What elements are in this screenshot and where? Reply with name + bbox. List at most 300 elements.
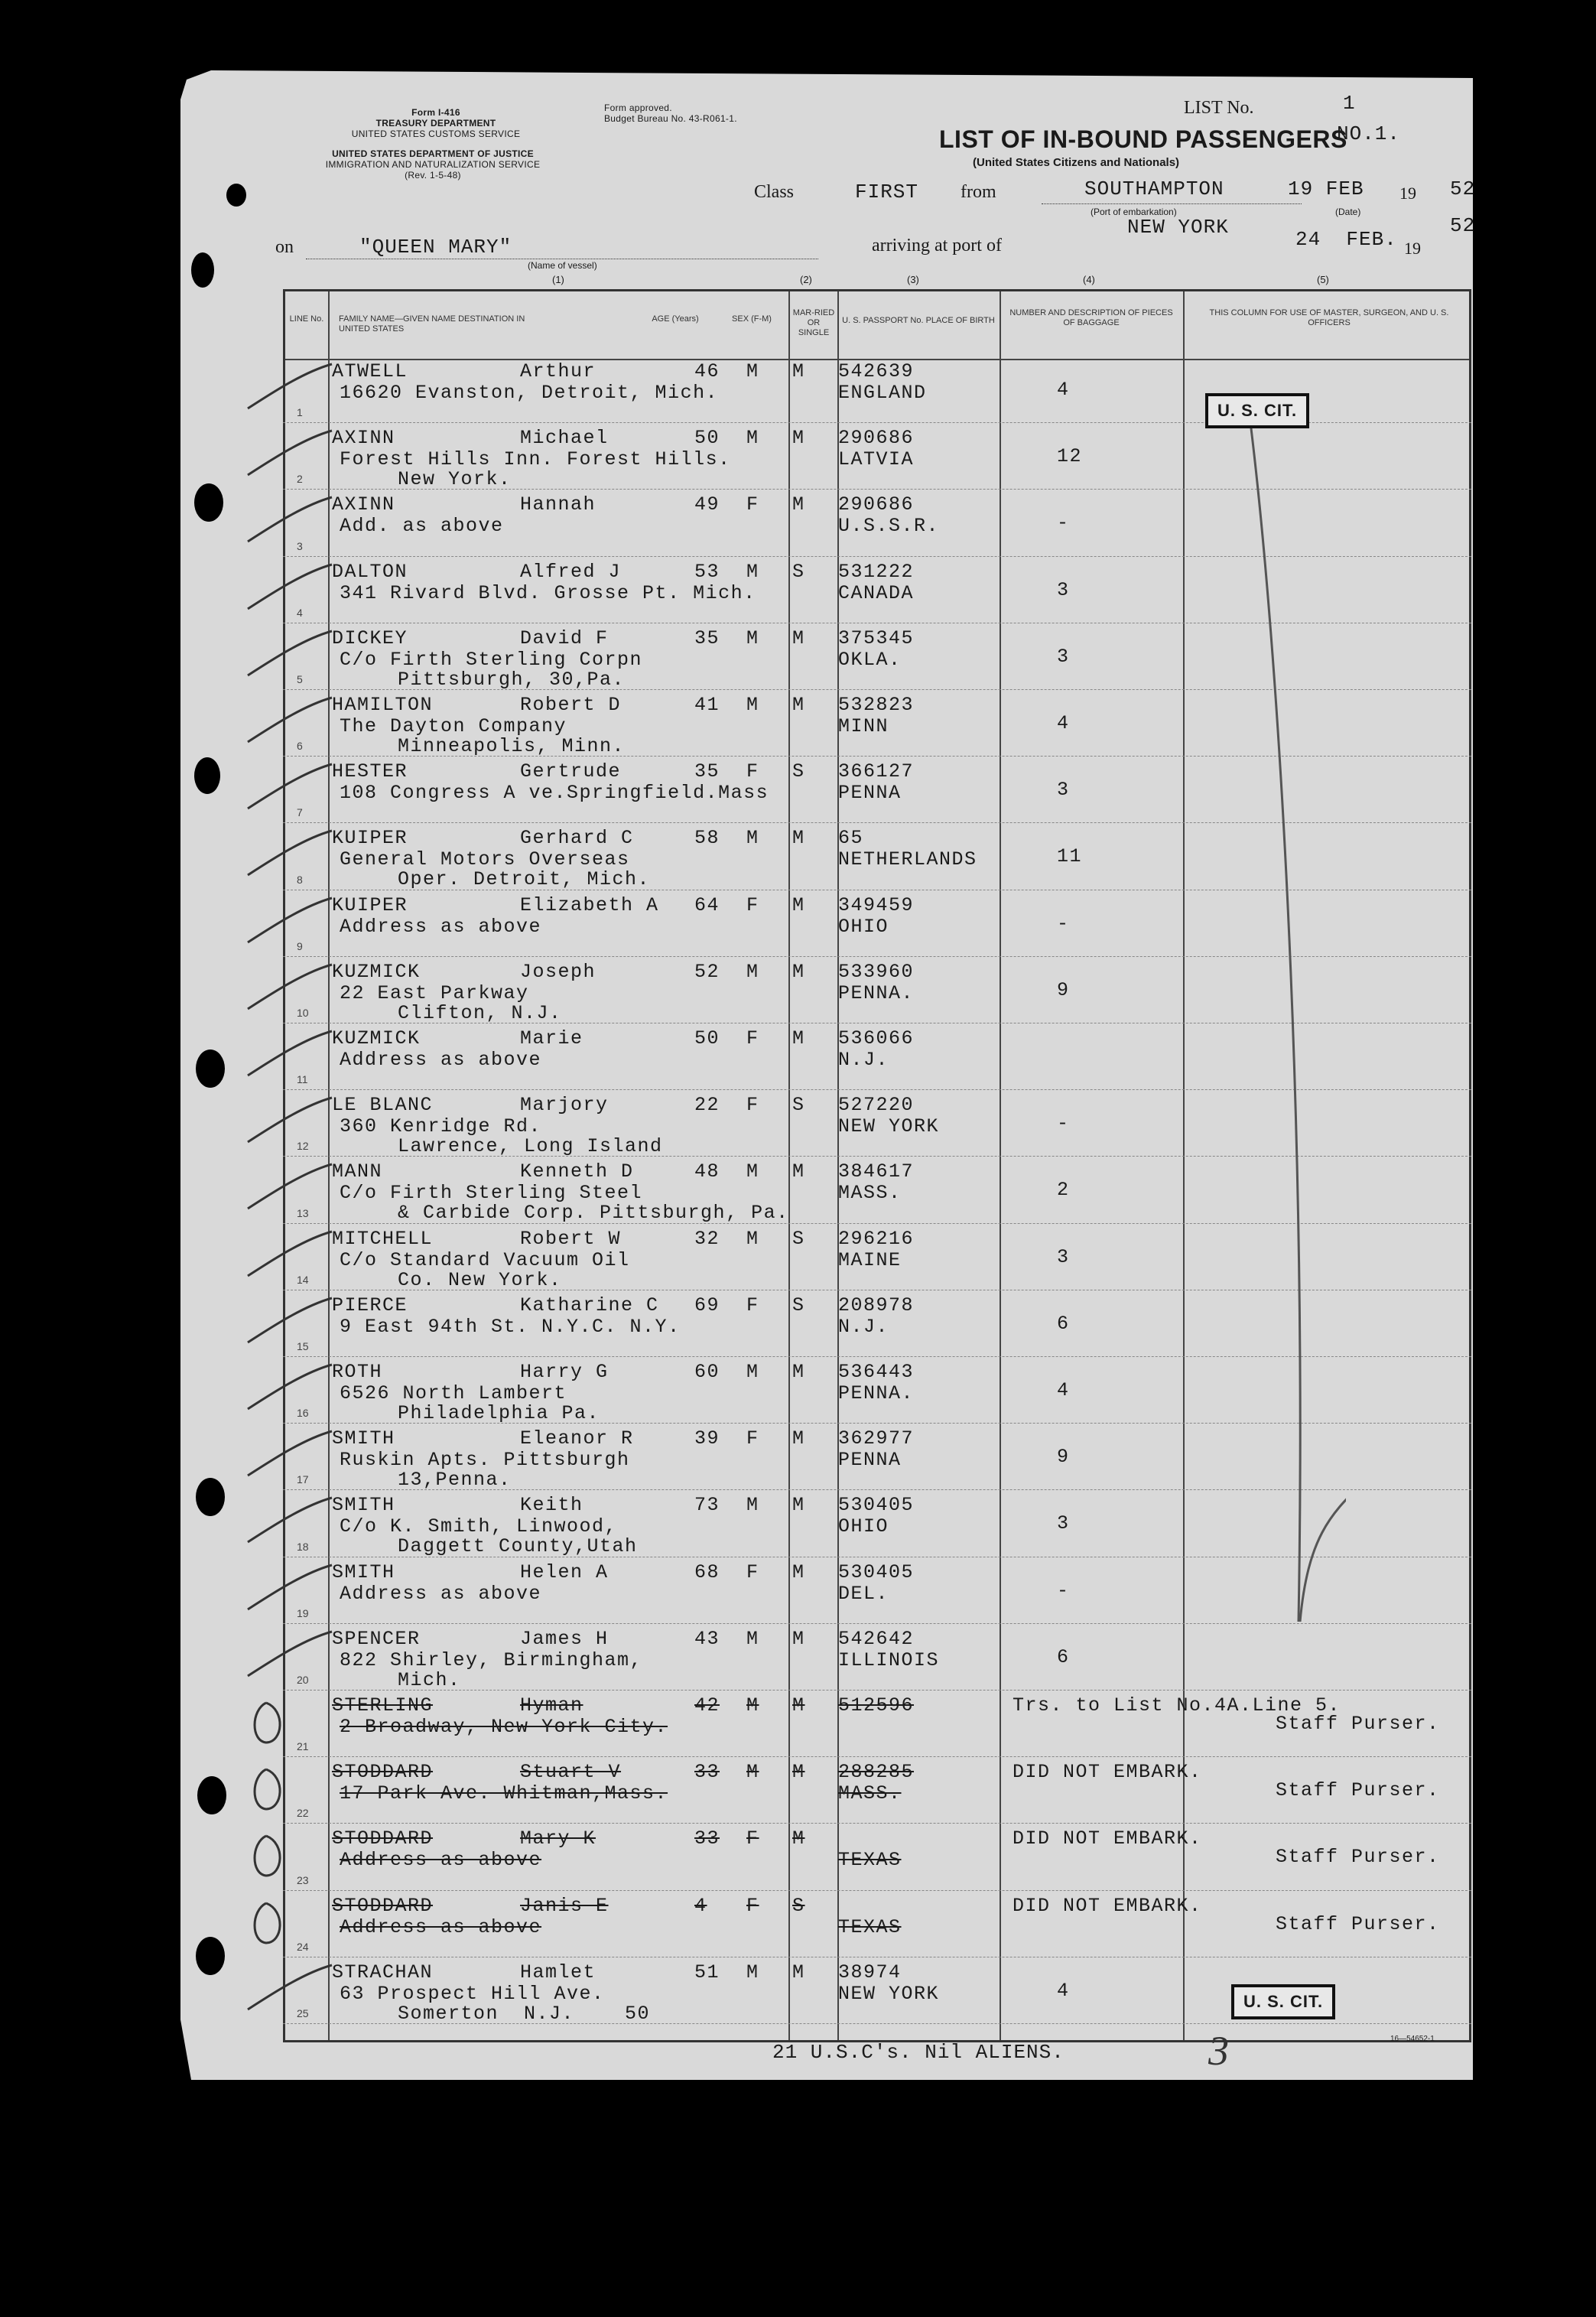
address-line-1: 22 East Parkway	[340, 981, 529, 1004]
embark-caption: (Port of embarkation)	[1091, 207, 1177, 217]
line-number: 2	[297, 473, 303, 486]
given-name: Hyman	[520, 1694, 583, 1717]
baggage: 3	[1057, 779, 1070, 802]
given-name: Helen A	[520, 1560, 609, 1583]
line-number: 20	[297, 1673, 309, 1686]
place-of-birth: NEW YORK	[838, 1115, 940, 1138]
sex: M	[746, 827, 759, 850]
marital-status: S	[792, 1094, 805, 1117]
circle-mark	[243, 1828, 335, 1882]
address-line-2: Somerton N.J. 50	[398, 2002, 651, 2025]
address-line-1: 9 East 94th St. N.Y.C. N.Y.	[340, 1315, 681, 1338]
family-name: STERLING	[332, 1694, 434, 1717]
given-name: Arthur	[520, 360, 596, 382]
age: 69	[694, 1294, 720, 1316]
place-of-birth: DEL.	[838, 1582, 889, 1605]
address-line-1: Ruskin Apts. Pittsburgh	[340, 1449, 630, 1472]
address-line-1: 17 Park Ave. Whitman,Mass.	[340, 1782, 668, 1805]
form-header-treasury	[321, 107, 551, 139]
baggage: DID NOT EMBARK.	[1013, 1894, 1202, 1917]
revision: (Rev. 1-5-48)	[405, 170, 461, 181]
check-mark	[243, 1629, 335, 1682]
passport-number: 65	[838, 827, 864, 850]
address-line-1: Address as above	[340, 1049, 542, 1071]
place-of-birth: ENGLAND	[838, 382, 927, 404]
passport-number: 296216	[838, 1227, 915, 1250]
line-number: 11	[297, 1073, 308, 1086]
passport-number: 536066	[838, 1027, 915, 1049]
age: 35	[694, 626, 720, 649]
given-name: Robert W	[520, 1227, 622, 1250]
check-mark	[243, 1228, 335, 1282]
baggage: 3	[1057, 578, 1070, 601]
place-of-birth: OHIO	[838, 1515, 889, 1538]
col-num-3: (3)	[907, 274, 919, 285]
place-of-birth: N.J.	[838, 1049, 889, 1071]
check-mark	[243, 895, 335, 949]
check-mark	[243, 1095, 335, 1148]
address-line-2: Philadelphia Pa.	[398, 1402, 600, 1424]
passport-number: 542639	[838, 360, 915, 382]
address-line-2: & Carbide Corp. Pittsburgh, Pa.	[398, 1202, 789, 1225]
age: 50	[694, 427, 720, 450]
family-name: LE BLANC	[332, 1094, 434, 1117]
check-mark	[243, 1028, 335, 1082]
baggage: -	[1057, 1112, 1070, 1135]
passport-number: 38974	[838, 1961, 902, 1983]
list-no-value: 1	[1343, 92, 1355, 115]
punch-hole	[194, 483, 223, 522]
torn-hole	[191, 252, 214, 288]
given-name: Michael	[520, 427, 609, 450]
age: 41	[694, 694, 720, 716]
passport-number: 536443	[838, 1361, 915, 1383]
circle-mark	[243, 1896, 335, 1949]
passport-number: 512596	[838, 1694, 915, 1717]
passport-number: 290686	[838, 493, 915, 516]
family-name: HESTER	[332, 760, 408, 783]
page-subtitle: (United States Citizens and Nationals)	[973, 156, 1180, 169]
line-number: 8	[297, 873, 303, 886]
col-married: MAR-RIED OR SINGLE	[792, 308, 835, 337]
passport-number: 533960	[838, 960, 915, 983]
place-of-birth: N.J.	[838, 1315, 889, 1338]
line-number: 25	[297, 2006, 309, 2019]
sex: M	[746, 560, 759, 583]
marital-status: M	[792, 1560, 805, 1583]
address-line-1: C/o Firth Sterling Steel	[340, 1182, 643, 1205]
page-title: LIST OF IN-BOUND PASSENGERS	[939, 125, 1347, 153]
treasury-dept: TREASURY DEPARTMENT	[375, 118, 496, 129]
baggage: 6	[1057, 1645, 1070, 1668]
given-name: Elizabeth A	[520, 893, 659, 916]
age: 48	[694, 1160, 720, 1183]
address-line-2: Lawrence, Long Island	[398, 1135, 663, 1158]
passport-number: 531222	[838, 560, 915, 583]
handwritten-footer: 3	[1208, 2028, 1229, 2074]
family-name: MANN	[332, 1160, 383, 1183]
table-row	[283, 1691, 1471, 1757]
col-baggage: NUMBER AND DESCRIPTION OF PIECES OF BAGGAGE	[1009, 308, 1173, 327]
place-of-birth: CANADA	[838, 581, 915, 604]
given-name: Katharine C	[520, 1294, 659, 1316]
us-cit-stamp: U. S. CIT.	[1205, 393, 1309, 428]
check-mark	[243, 1495, 335, 1548]
official-note: Staff Purser.	[1276, 1846, 1440, 1869]
sex: F	[746, 1294, 759, 1316]
place-of-birth: PENNA	[838, 782, 902, 805]
sex: M	[746, 694, 759, 716]
address-line-1: 63 Prospect Hill Ave.	[340, 1982, 605, 2005]
marital-status: M	[792, 493, 805, 516]
family-name: DALTON	[332, 560, 408, 583]
place-of-birth: ILLINOIS	[838, 1648, 940, 1671]
passport-number: 375345	[838, 626, 915, 649]
check-mark	[243, 428, 335, 481]
sex: F	[746, 1427, 759, 1450]
line-number: 1	[297, 406, 303, 419]
age: 22	[694, 1094, 720, 1117]
age: 42	[694, 1694, 720, 1717]
check-mark	[243, 761, 335, 815]
arriving-label: arriving at port of	[872, 236, 1002, 255]
baggage: 3	[1057, 645, 1070, 668]
form-number: Form I-416	[411, 107, 460, 118]
check-mark	[243, 1161, 335, 1215]
address-line-2: Co. New York.	[398, 1268, 562, 1291]
baggage: 3	[1057, 1245, 1070, 1268]
pencil-mark	[1193, 413, 1346, 1637]
sex: M	[746, 1160, 759, 1183]
family-name: ATWELL	[332, 360, 408, 382]
line-number: 9	[297, 939, 303, 952]
passport-number: 362977	[838, 1427, 915, 1450]
age: 43	[694, 1627, 720, 1650]
family-name: SMITH	[332, 1494, 395, 1517]
punch-hole	[196, 1478, 225, 1516]
marital-status: S	[792, 560, 805, 583]
address-line-1: The Dayton Company	[340, 715, 567, 737]
address-line-1: Address as above	[340, 1582, 542, 1605]
line-number: 21	[297, 1740, 309, 1753]
address-line-1: 822 Shirley, Birmingham,	[340, 1648, 643, 1671]
family-name: SMITH	[332, 1560, 395, 1583]
baggage: 4	[1057, 1979, 1070, 2002]
marital-status: M	[792, 626, 805, 649]
baggage: DID NOT EMBARK.	[1013, 1761, 1202, 1784]
age: 64	[694, 893, 720, 916]
check-mark	[243, 494, 335, 548]
marital-status: S	[792, 760, 805, 783]
marital-status: S	[792, 1294, 805, 1316]
punch-hole	[196, 1049, 225, 1088]
address-line-1: 2 Broadway, New York City.	[340, 1716, 668, 1738]
address-line-2: Daggett County,Utah	[398, 1535, 638, 1558]
place-of-birth: U.S.S.R.	[838, 515, 940, 538]
address-line-1: C/o Firth Sterling Corpn	[340, 648, 643, 671]
age: 39	[694, 1427, 720, 1450]
address-line-1: C/o K. Smith, Linwood,	[340, 1515, 618, 1538]
marital-status: M	[792, 427, 805, 450]
check-mark	[243, 828, 335, 881]
marital-status: M	[792, 827, 805, 850]
address-line-1: Address as above	[340, 1915, 542, 1938]
circle-mark	[243, 1695, 335, 1749]
marital-status: M	[792, 1761, 805, 1784]
line-number: 12	[297, 1140, 309, 1153]
table-row	[283, 1824, 1471, 1890]
baggage: 2	[1057, 1179, 1070, 1202]
date1-day: 19 FEB	[1288, 177, 1364, 200]
sex: M	[746, 1694, 759, 1717]
table-row	[283, 1891, 1471, 1957]
family-name: MITCHELL	[332, 1227, 434, 1250]
passport-number: 527220	[838, 1094, 915, 1117]
passport-number: 208978	[838, 1294, 915, 1316]
col-num-4: (4)	[1083, 274, 1095, 285]
marital-status: M	[792, 1694, 805, 1717]
approved: Form approved.	[604, 103, 672, 113]
baggage: -	[1057, 1579, 1070, 1602]
baggage: DID NOT EMBARK.	[1013, 1827, 1202, 1850]
address-line-1: 6526 North Lambert	[340, 1382, 567, 1404]
given-name: Marie	[520, 1027, 583, 1049]
sex: F	[746, 1094, 759, 1117]
marital-status: M	[792, 1961, 805, 1983]
place-of-birth: LATVIA	[838, 448, 915, 471]
col-num-2: (2)	[800, 274, 812, 285]
date1-year: 52	[1450, 177, 1476, 200]
age: 4	[694, 1894, 707, 1917]
age: 32	[694, 1227, 720, 1250]
arrival-port: NEW YORK	[1127, 216, 1229, 239]
age: 53	[694, 560, 720, 583]
age: 60	[694, 1361, 720, 1383]
form-approval	[604, 103, 772, 124]
line-number: 16	[297, 1407, 309, 1420]
col-sex: SEX (F-M)	[732, 314, 772, 324]
given-name: Keith	[520, 1494, 583, 1517]
family-name: KUZMICK	[332, 1027, 421, 1049]
marital-status: M	[792, 893, 805, 916]
family-name: SMITH	[332, 1427, 395, 1450]
justice-dept: UNITED STATES DEPARTMENT OF JUSTICE	[332, 148, 534, 159]
marital-status: M	[792, 1627, 805, 1650]
given-name: Gertrude	[520, 760, 622, 783]
given-name: Hannah	[520, 493, 596, 516]
baggage: Trs. to List No.4A.Line 5.	[1013, 1694, 1341, 1717]
sex: F	[746, 1827, 759, 1850]
place-of-birth: TEXAS	[838, 1849, 902, 1872]
vessel-caption: (Name of vessel)	[528, 260, 597, 271]
baggage: 9	[1057, 978, 1070, 1001]
given-name: James H	[520, 1627, 609, 1650]
footer-code: 16—54652-1	[1390, 2035, 1435, 2043]
check-mark	[243, 628, 335, 682]
marital-status: M	[792, 1160, 805, 1183]
line-number: 23	[297, 1873, 309, 1886]
given-name: Harry G	[520, 1361, 609, 1383]
family-name: STODDARD	[332, 1894, 434, 1917]
age: 52	[694, 960, 720, 983]
date2-year: 52	[1450, 214, 1476, 237]
place-of-birth: MASS.	[838, 1182, 902, 1205]
list-no-2: NO.1.	[1337, 122, 1401, 145]
family-name: DICKEY	[332, 626, 408, 649]
baggage: 11	[1057, 845, 1083, 868]
class-label: Class	[754, 182, 795, 202]
check-mark	[243, 361, 335, 415]
line-number: 5	[297, 672, 303, 685]
punch-hole	[196, 1937, 225, 1975]
col-num-1: (1)	[552, 274, 564, 285]
official-note: Staff Purser.	[1276, 1779, 1440, 1802]
address-line-2: Oper. Detroit, Mich.	[398, 868, 651, 891]
address-line-2: Pittsburgh, 30,Pa.	[398, 668, 626, 691]
address-line-1: Add. as above	[340, 515, 504, 538]
passport-number: 290686	[838, 427, 915, 450]
form-header-justice	[272, 148, 593, 181]
passport-number: 288285	[838, 1761, 915, 1784]
place-of-birth: OKLA.	[838, 648, 902, 671]
sex: M	[746, 960, 759, 983]
address-line-2: Mich.	[398, 1668, 461, 1691]
official-note: Staff Purser.	[1276, 1713, 1440, 1735]
sex: M	[746, 427, 759, 450]
family-name: AXINN	[332, 493, 395, 516]
marital-status: M	[792, 1494, 805, 1517]
address-line-2: 13,Penna.	[398, 1469, 512, 1492]
address-line-1: Address as above	[340, 1849, 542, 1872]
on-label: on	[275, 237, 294, 257]
sex: F	[746, 1894, 759, 1917]
ins-service: IMMIGRATION AND NATURALIZATION SERVICE	[325, 159, 541, 170]
family-name: STODDARD	[332, 1761, 434, 1784]
family-name: KUZMICK	[332, 960, 421, 983]
line-number: 18	[297, 1540, 309, 1553]
baggage: -	[1057, 512, 1070, 535]
sex: M	[746, 1627, 759, 1650]
passport-number: 530405	[838, 1494, 915, 1517]
punch-hole	[194, 757, 220, 794]
place-of-birth: MAINE	[838, 1248, 902, 1271]
sex: M	[746, 1227, 759, 1250]
family-name: KUIPER	[332, 893, 408, 916]
family-name: HAMILTON	[332, 694, 434, 716]
budget-bureau: Budget Bureau No. 43-R061-1.	[604, 113, 737, 124]
place-of-birth: PENNA	[838, 1449, 902, 1472]
passport-number: 349459	[838, 893, 915, 916]
age: 35	[694, 760, 720, 783]
check-mark	[243, 1962, 335, 2016]
sex: M	[746, 1961, 759, 1983]
given-name: Stuart V	[520, 1761, 622, 1784]
age: 51	[694, 1961, 720, 1983]
check-mark	[243, 1295, 335, 1349]
given-name: Marjory	[520, 1094, 609, 1117]
age: 50	[694, 1027, 720, 1049]
date1-19: 19	[1399, 184, 1416, 203]
line-number: 19	[297, 1606, 309, 1619]
marital-status: M	[792, 1427, 805, 1450]
footer-total: 21 U.S.C's. Nil ALIENS.	[772, 2041, 1065, 2064]
age: 68	[694, 1560, 720, 1583]
line-number: 24	[297, 1940, 309, 1953]
date-caption: (Date)	[1335, 207, 1361, 217]
torn-hole	[226, 184, 246, 207]
baggage: 4	[1057, 712, 1070, 734]
line-number: 7	[297, 806, 303, 819]
place-of-birth: PENNA.	[838, 981, 915, 1004]
given-name: David F	[520, 626, 609, 649]
sex: F	[746, 493, 759, 516]
address-line-1: Address as above	[340, 915, 542, 938]
passport-number: 366127	[838, 760, 915, 783]
age: 73	[694, 1494, 720, 1517]
passport-number: 384617	[838, 1160, 915, 1183]
line-number: 6	[297, 740, 303, 753]
table-row	[283, 1757, 1471, 1824]
given-name: Robert D	[520, 694, 622, 716]
address-line-2: New York.	[398, 468, 512, 491]
line-number: 22	[297, 1807, 309, 1820]
place-of-birth: MINN	[838, 715, 889, 737]
check-mark	[243, 962, 335, 1015]
given-name: Kenneth D	[520, 1160, 634, 1183]
sex: M	[746, 1494, 759, 1517]
given-name: Eleanor R	[520, 1427, 634, 1450]
address-line-2: Clifton, N.J.	[398, 1001, 562, 1024]
given-name: Alfred J	[520, 560, 622, 583]
baggage: 12	[1057, 445, 1083, 468]
vessel-name: "QUEEN MARY"	[359, 236, 512, 259]
given-name: Joseph	[520, 960, 596, 983]
marital-status: S	[792, 1227, 805, 1250]
col-line-no: LINE No.	[289, 314, 324, 324]
baggage: 6	[1057, 1312, 1070, 1335]
baggage: 4	[1057, 1379, 1070, 1401]
family-name: AXINN	[332, 427, 395, 450]
col-official-use: THIS COLUMN FOR USE OF MASTER, SURGEON, AND U. S. OFFICERS	[1209, 308, 1449, 327]
family-name: PIERCE	[332, 1294, 408, 1316]
address-line-1: 108 Congress A ve.Springfield.Mass	[340, 782, 769, 805]
place-of-birth: NETHERLANDS	[838, 848, 977, 871]
place-of-birth: MASS.	[838, 1782, 902, 1805]
marital-status: M	[792, 694, 805, 716]
sex: F	[746, 760, 759, 783]
check-mark	[243, 1362, 335, 1415]
date2-19: 19	[1404, 239, 1421, 258]
us-cit-stamp: U. S. CIT.	[1231, 1984, 1335, 2019]
line-number: 3	[297, 539, 303, 552]
place-of-birth: PENNA.	[838, 1382, 915, 1404]
sex: M	[746, 1361, 759, 1383]
col-age: AGE (Years)	[652, 314, 699, 324]
age: 46	[694, 360, 720, 382]
list-no-label: LIST No.	[1184, 98, 1254, 118]
col-passport: U. S. PASSPORT No. PLACE OF BIRTH	[842, 316, 995, 325]
punch-hole	[197, 1776, 226, 1814]
passport-number: 542642	[838, 1627, 915, 1650]
address-line-1: 16620 Evanston, Detroit, Mich.	[340, 382, 719, 404]
given-name: Janis E	[520, 1894, 609, 1917]
place-of-birth: NEW YORK	[838, 1982, 940, 2005]
line-number: 14	[297, 1273, 309, 1286]
marital-status: M	[792, 1361, 805, 1383]
marital-status: M	[792, 360, 805, 382]
check-mark	[243, 561, 335, 615]
place-of-birth: OHIO	[838, 915, 889, 938]
